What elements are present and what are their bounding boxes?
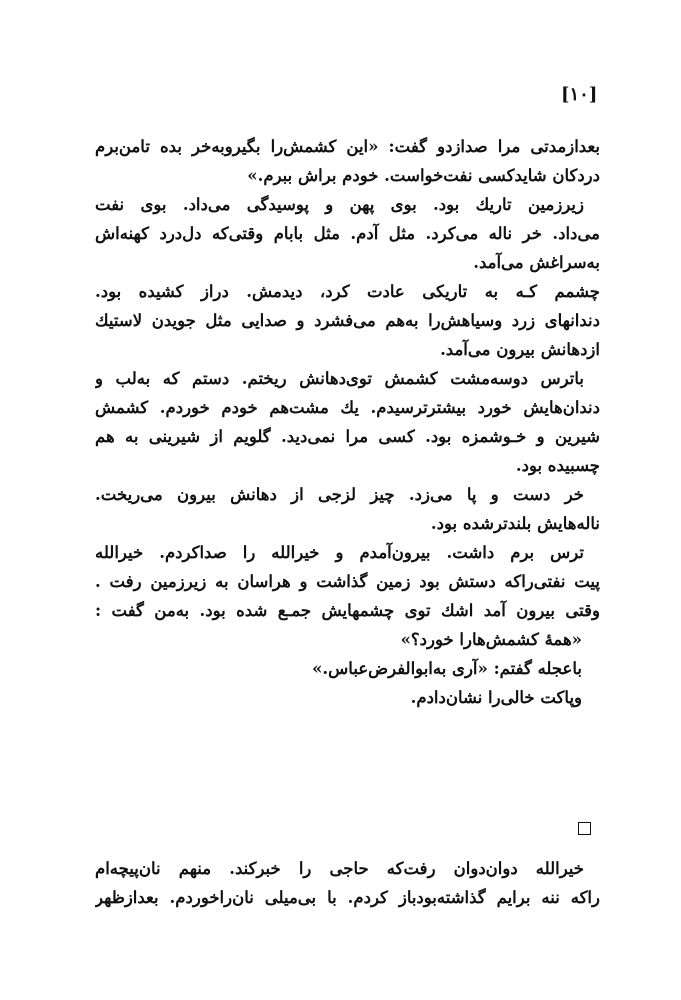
page-number: [۱۰] xyxy=(561,84,598,105)
paragraph xyxy=(95,364,600,480)
text-line: می‌داد. خر ناله می‌کرد. مثل آدم. مثل بابام وقتی‌که دل‌درد کهنه‌اش xyxy=(95,224,600,243)
dialogue-line: باعجله گفتم: «آری به‌ابوالفرض‌عباس.» xyxy=(312,659,582,678)
second-section-text-block xyxy=(95,854,600,912)
text-line: دندان‌هایش خورد بیشترترسیدم. یك مشت‌هم خودم خوردم. کشمش xyxy=(95,398,600,417)
text-line: دندانهای زرد وسیاهش‌را به‌هم می‌فشرد و صدایی مثل جویدن لاستیك xyxy=(95,311,600,330)
text-line: پیت نفتی‌راکه دستش بود زمین گذاشت و هراسان به زیرزمین رفت . xyxy=(95,572,600,591)
paragraph xyxy=(95,538,600,625)
dialogue-line: «همهٔ کشمش‌هارا خورد؟» xyxy=(400,630,582,649)
text-line: وقتی بیرون آمد اشك توی چشمهایش جمـع شده بود. به‌من گفت : xyxy=(95,601,600,620)
paragraph xyxy=(95,190,600,277)
paragraph xyxy=(95,132,600,190)
paragraph xyxy=(95,480,600,538)
text-line: خیرالله دوان‌دوان رفت‌که حاجی را خبرکند. منهم نان‌پیچه‌ام xyxy=(95,859,584,878)
paragraph xyxy=(95,854,600,912)
text-line: زیرزمین تاریك بود. بوی پهن و پوسیدگی می‌داد. بوی نفت xyxy=(95,195,584,214)
text-line: خر دست و پا می‌زد. چیز لزجی از دهانش بیرون می‌ریخت. xyxy=(95,485,584,504)
text-line: به‌سراغش می‌آمد. xyxy=(473,253,600,272)
paragraph xyxy=(95,277,600,364)
text-line: ترس برم داشت. بیرون‌آمدم و خیرالله را صداکردم. خیرالله xyxy=(95,543,584,562)
text-line: شیرین و خـوشمزه بود. کسی مرا نمی‌دید. گلویم از شیرینی به هم xyxy=(95,427,600,446)
section-break-square-icon xyxy=(578,822,591,835)
dialogue-block xyxy=(95,625,600,712)
text-line: چسبیده بود. xyxy=(515,456,600,475)
text-line: چشمم کـه به تاریکی عادت کرد، دیدمش. دراز کشیده بود. xyxy=(95,282,600,301)
dialogue-line: وپاکت خالی‌را نشان‌دادم. xyxy=(410,688,582,707)
text-line: راکه ننه برایم گذاشته‌بودباز کردم. با بی‌میلی نان‌راخوردم. بعدازظهر xyxy=(95,888,600,907)
text-line: ازدهانش بیرون می‌آمد. xyxy=(440,340,600,359)
text-line: بعدازمدتی مرا صدازدو گفت: «این کشمش‌را بگیروبه‌خر بده تامن‌برم xyxy=(95,137,600,156)
text-line: ناله‌هایش بلندترشده بود. xyxy=(430,514,600,533)
main-text-block xyxy=(95,132,600,712)
text-line: دردکان شایدکسی نفت‌خواست. خودم براش ببرم.» xyxy=(247,166,600,185)
text-line: باترس دوسه‌مشت کشمش توی‌دهانش ریختم. دستم که به‌لب و xyxy=(95,369,584,388)
